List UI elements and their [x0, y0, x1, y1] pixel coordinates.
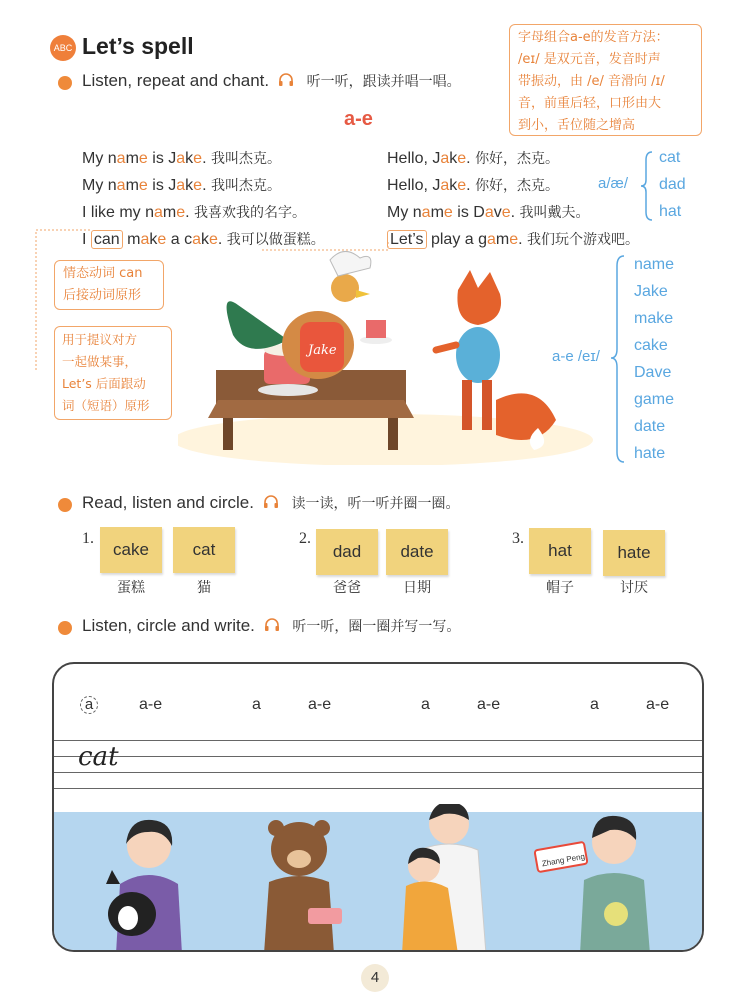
chant-line: My name is Jake. 我叫杰克。 — [82, 177, 281, 194]
word-card[interactable]: cat — [173, 527, 235, 573]
chant-line: I like my name. 我喜欢我的名字。 — [82, 204, 307, 221]
word-card[interactable]: hat — [529, 528, 591, 574]
long-a-words — [634, 251, 674, 467]
phonics-heading: a-e — [344, 108, 373, 130]
bullet-icon — [58, 76, 72, 90]
note-line: 音，前重后轻，口形由大 — [518, 96, 662, 111]
lets-note — [54, 326, 172, 420]
answer-pictures — [54, 804, 704, 952]
short-a-words — [659, 144, 686, 225]
item-number: 3. — [512, 530, 524, 547]
pronunciation-note — [509, 24, 702, 136]
instruction-zh: 读一读，听一听并圈一圈。 — [291, 496, 460, 512]
chant-line: I can make a cake. 我可以做蛋糕。 — [82, 231, 325, 248]
chant-line: Let’s play a game. 我们玩个游戏吧。 — [387, 229, 639, 249]
writing-line — [54, 772, 702, 773]
section-title: Let’s spell — [82, 33, 194, 59]
book-icon: ABC — [50, 35, 76, 61]
word-item: make — [634, 310, 674, 327]
apron-label: Jake — [308, 343, 337, 358]
circle-write-instruction — [82, 616, 460, 636]
bullet-icon — [58, 621, 72, 635]
writing-board — [52, 662, 704, 952]
note-line: Let’s 后面跟动 — [62, 376, 146, 391]
modal-verb-note — [54, 260, 164, 310]
word-card[interactable]: date — [386, 529, 448, 575]
item-number: 2. — [299, 530, 311, 547]
headphones-icon[interactable] — [263, 495, 279, 509]
word-item: dad — [659, 176, 686, 193]
option-a[interactable]: a — [421, 696, 430, 713]
word-item: cake — [634, 337, 668, 354]
instruction-zh: 听一听，圈一圈并写一写。 — [292, 619, 461, 635]
note-line: 一起做某事， — [62, 354, 138, 369]
option-a[interactable]: a — [252, 696, 261, 713]
option-ae[interactable]: a-e — [308, 696, 332, 713]
card-translation: 帽子 — [546, 580, 574, 596]
short-a-label: a/æ/ — [598, 175, 629, 192]
card-translation: 猫 — [197, 580, 211, 596]
note-line: 词（短语）原形 — [62, 398, 150, 413]
word-item: name — [634, 256, 675, 273]
card-translation: 爸爸 — [333, 580, 361, 596]
instruction-en: Read, listen and circle. — [82, 493, 254, 512]
writing-line — [54, 756, 702, 757]
example-answer: cat — [78, 742, 119, 772]
bullet-icon — [58, 498, 72, 512]
option-ae[interactable]: a-e — [477, 696, 501, 713]
name-card-text: Zhang Peng — [541, 851, 586, 869]
note-line: 带振动，由 /e/ 音滑向 /ɪ/ — [518, 74, 665, 89]
chant-line: My name is Jake. 我叫杰克。 — [82, 150, 281, 167]
option-ae[interactable]: a-e — [139, 696, 163, 713]
long-a-label: a-e /eɪ/ — [552, 348, 600, 365]
brace-icon — [610, 254, 626, 464]
instruction-en: Listen, repeat and chant. — [82, 71, 270, 90]
chant-line: My name is Dave. 我叫戴夫。 — [387, 204, 590, 221]
note-line: 情态动词 can — [63, 266, 143, 281]
word-item: date — [634, 418, 666, 435]
word-card[interactable]: dad — [316, 529, 378, 575]
writing-line — [54, 740, 702, 741]
word-item: game — [634, 391, 675, 408]
note-line: 到小，舌位随之增高 — [518, 118, 636, 133]
card-translation: 蛋糕 — [117, 580, 145, 596]
option-a-circled[interactable]: a — [80, 696, 98, 714]
brace-icon — [640, 150, 654, 222]
instruction-en: Listen, circle and write. — [82, 616, 255, 635]
word-item: hate — [634, 445, 666, 462]
option-a[interactable]: a — [590, 696, 599, 713]
instruction-zh: 听一听，跟读并唱一唱。 — [306, 74, 461, 90]
card-translation: 讨厌 — [620, 580, 648, 596]
read-circle-instruction — [82, 493, 459, 513]
note-line: 用于提议对方 — [62, 332, 138, 347]
word-item: Jake — [634, 283, 668, 300]
word-item: cat — [659, 149, 681, 166]
option-ae[interactable]: a-e — [646, 696, 670, 713]
word-card[interactable]: hate — [603, 530, 665, 576]
note-line: 字母组合a-e的发音方法： — [518, 30, 669, 45]
card-translation: 日期 — [403, 580, 431, 596]
note-line: /eɪ/ 是双元音，发音时声 — [518, 52, 661, 67]
item-number: 1. — [82, 530, 94, 547]
headphones-icon[interactable] — [278, 73, 294, 87]
note-line: 后接动词原形 — [63, 288, 142, 303]
page-number: 4 — [361, 964, 389, 992]
word-item: hat — [659, 203, 682, 220]
chant-line: Hello, Jake. 你好，杰克。 — [387, 150, 560, 167]
chant-line: Hello, Jake. 你好，杰克。 — [387, 177, 560, 194]
word-card[interactable]: cake — [100, 527, 162, 573]
word-item: Dave — [634, 364, 672, 381]
chant-illustration — [178, 250, 613, 465]
listen-repeat-instruction — [82, 71, 461, 91]
headphones-icon[interactable] — [264, 618, 280, 632]
writing-line — [54, 788, 702, 789]
